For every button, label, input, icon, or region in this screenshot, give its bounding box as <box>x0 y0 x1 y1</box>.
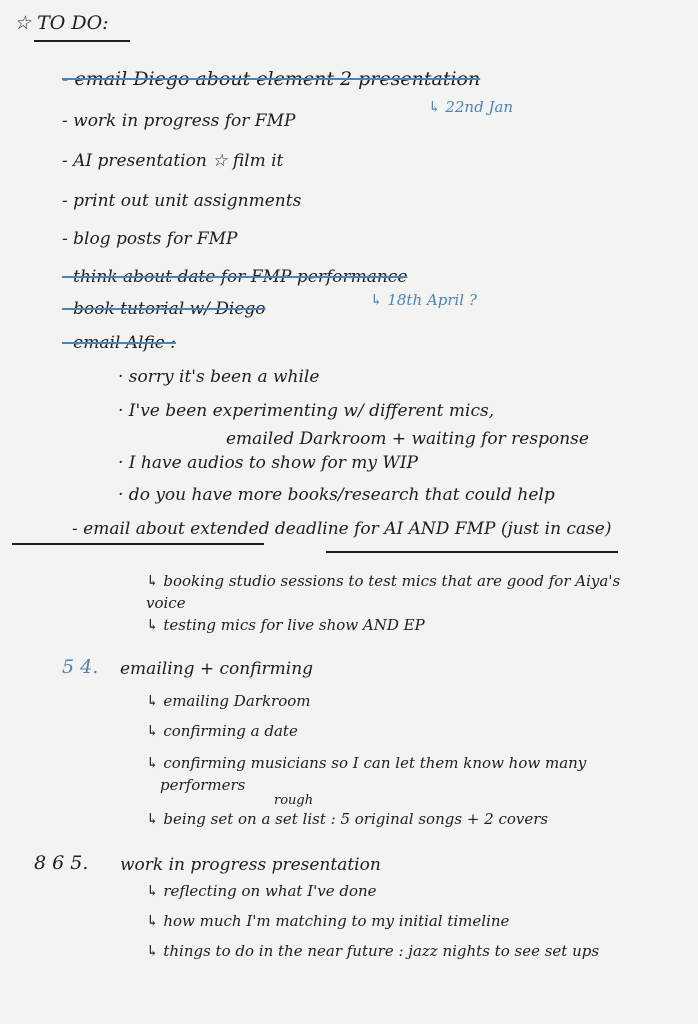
task-note-date: ↳ 22nd Jan <box>428 98 514 116</box>
task-note-april: ↳ 18th April ? <box>370 291 477 309</box>
section-4-item-4: ↳ being set on a set list : 5 original songs + 2 covers <box>146 810 549 828</box>
section-5-item-3: ↳ things to do in the near future : jazz nights to see set ups <box>146 942 600 960</box>
title-underline <box>34 40 130 42</box>
section-4-item-3: ↳ confirming musicians so I can let them know how many <box>146 754 587 772</box>
section-4-item-1: ↳ emailing Darkroom <box>146 692 311 710</box>
studio-item-2: ↳ testing mics for live show AND EP <box>146 616 425 634</box>
section-5-number: 8 6 5. <box>34 852 89 874</box>
studio-item-1: ↳ booking studio sessions to test mics that are good for Aiya's <box>146 572 621 590</box>
page-title: ☆ TO DO: <box>14 12 109 34</box>
task-wip-fmp: - work in progress for FMP <box>62 111 296 131</box>
task-extended-deadline: - email about extended deadline for AI AND FMP (just in case) <box>72 519 612 539</box>
alfie-point-2: · I've been experimenting w/ different mics, <box>118 401 495 421</box>
alfie-point-2-cont: emailed Darkroom + waiting for response <box>226 429 589 449</box>
section-4-item-2: ↳ confirming a date <box>146 722 298 740</box>
studio-item-1-cont: voice <box>146 594 186 612</box>
task-blog-posts: - blog posts for FMP <box>62 229 238 249</box>
section-4-item-3-cont: performers <box>160 776 246 794</box>
alfie-point-3: · I have audios to show for my WIP <box>118 453 418 473</box>
task-email-alfie: - email Alfie : <box>62 333 176 353</box>
task-print-assignments: - print out unit assignments <box>62 191 302 211</box>
task-email-diego: - email Diego about element 2 presentation <box>62 68 481 90</box>
divider-right <box>326 551 618 553</box>
section-4-insert-word: rough <box>274 793 314 808</box>
alfie-point-4: · do you have more books/research that could help <box>118 485 555 505</box>
section-5-item-1: ↳ reflecting on what I've done <box>146 882 377 900</box>
task-performance-date: - think about date for FMP performance <box>62 267 408 287</box>
alfie-point-1: · sorry it's been a while <box>118 367 320 387</box>
task-book-tutorial: - book tutorial w/ Diego <box>62 299 266 319</box>
section-4-title: emailing + confirming <box>120 659 314 679</box>
task-ai-presentation: - AI presentation ☆ film it <box>62 151 284 171</box>
section-4-number: 5 4. <box>62 656 99 678</box>
section-5-title: work in progress presentation <box>120 855 381 875</box>
section-5-item-2: ↳ how much I'm matching to my initial timeline <box>146 912 510 930</box>
divider-left <box>12 543 264 545</box>
